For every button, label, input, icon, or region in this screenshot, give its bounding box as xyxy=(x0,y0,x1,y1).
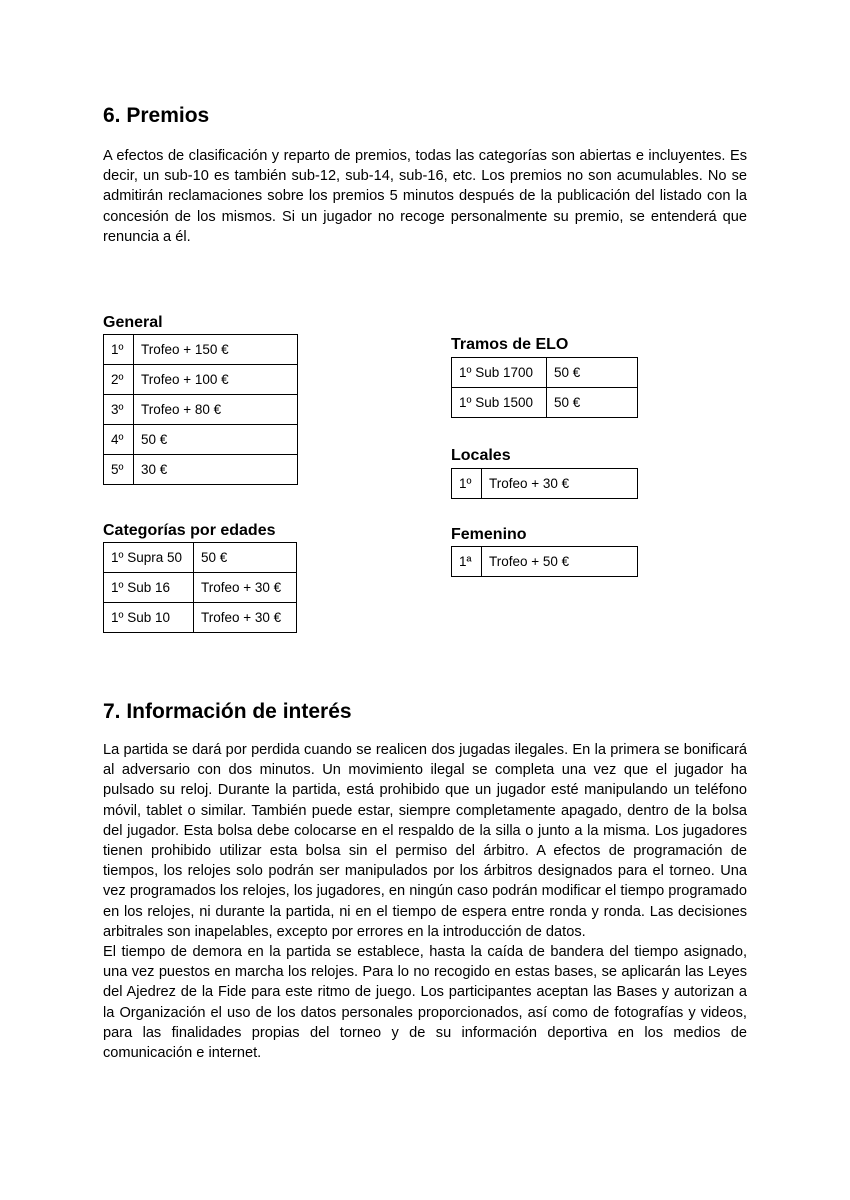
femenino-pos-cell: 1ª xyxy=(452,547,482,577)
elo-prize-cell: 50 € xyxy=(547,388,638,418)
elo-pos-cell: 1º Sub 1500 xyxy=(452,388,547,418)
table-row xyxy=(452,547,638,577)
general-pos-cell: 3º xyxy=(104,395,134,425)
categorias-pos-cell: 1º Supra 50 xyxy=(104,543,194,573)
elo-prize-cell: 50 € xyxy=(547,358,638,388)
categorias-prize-cell: Trofeo + 30 € xyxy=(194,573,297,603)
locales-pos-cell: 1º xyxy=(452,469,482,499)
table-row xyxy=(104,573,297,603)
locales-prize-cell: Trofeo + 30 € xyxy=(482,469,638,499)
general-pos-cell: 4º xyxy=(104,425,134,455)
categorias-pos-cell: 1º Sub 16 xyxy=(104,573,194,603)
table-row xyxy=(104,455,298,485)
table-row xyxy=(452,358,638,388)
general-pos-cell: 1º xyxy=(104,335,134,365)
general-title: General xyxy=(103,314,163,331)
elo-title: Tramos de ELO xyxy=(451,336,569,353)
elo-pos-cell: 1º Sub 1700 xyxy=(452,358,547,388)
categorias-prize-cell: Trofeo + 30 € xyxy=(194,603,297,633)
table-row xyxy=(104,425,298,455)
general-prize-cell: Trofeo + 80 € xyxy=(134,395,298,425)
femenino-title: Femenino xyxy=(451,526,527,543)
general-prize-cell: Trofeo + 100 € xyxy=(134,365,298,395)
section-6-text: A efectos de clasificación y reparto de premios, todas las categorías son abiertas e incluyentes. Es decir, un sub-10 es también sub-12, sub-14, sub-16, etc. Los premios no son acumulables. No se admitirán reclamaciones sobre los premios 5 minutos después de la publicación del listado con la concesión de los mismos. Si un jugador no recoge personalmente su premio, se entenderá que renuncia a él. xyxy=(103,148,747,245)
section-7-paragraph-2: El tiempo de demora en la partida se establece, hasta la caída de bandera del tiempo asignado, una vez puestos en marcha los relojes. Para lo no recogido en estas bases, se aplicarán las Leyes del Ajedrez de la Fide para este ritmo de juego. Los participantes aceptan las Bases y autorizan a la Organización el uso de los datos personales proporcionados, así como de fotografías y videos, para las finalidades propias del torneo y de su información deportiva en los medios de comunicación e internet. xyxy=(103,944,747,1062)
table-row xyxy=(452,469,638,499)
general-table xyxy=(103,334,298,485)
femenino-prize-cell: Trofeo + 50 € xyxy=(482,547,638,577)
femenino-table xyxy=(451,546,638,577)
categorias-pos-cell: 1º Sub 10 xyxy=(104,603,194,633)
locales-title: Locales xyxy=(451,447,511,464)
section-7-body xyxy=(103,740,747,1063)
general-prize-cell: 30 € xyxy=(134,455,298,485)
general-prize-cell: 50 € xyxy=(134,425,298,455)
table-row xyxy=(104,335,298,365)
categorias-table xyxy=(103,542,297,633)
categorias-prize-cell: 50 € xyxy=(194,543,297,573)
general-prize-cell: Trofeo + 150 € xyxy=(134,335,298,365)
section-6-heading: 6. Premios xyxy=(103,104,210,127)
section-7-paragraph-1: La partida se dará por perdida cuando se realicen dos jugadas ilegales. En la primera se bonificará al adversario con dos minutos. Un movimiento ilegal se completa una vez que el jugador ha pulsado su reloj. Durante la partida, está prohibido que un jugador esté manipulando un teléfono móvil, tablet o similar. También puede estar, siempre completamente apagado, dentro de la bolsa del jugador. Esta bolsa debe colocarse en el respaldo de la silla o junto a la misma. Los jugadores tienen prohibido utilizar esta bolsa sin el permiso del árbitro. A efectos de programación de tiempos, los relojes solo podrán ser manipulados por los árbitros designados para el torneo. Una vez programados los relojes, los jugadores, en ningún caso podrán modificar el tiempo programado en los relojes, ni durante la partida, ni en el tiempo de espera entre ronda y ronda. Las decisiones arbitrales son inapelables, excepto por errores en la introducción de datos. xyxy=(103,742,747,940)
section-6-paragraph xyxy=(103,146,747,247)
table-row xyxy=(104,365,298,395)
general-pos-cell: 2º xyxy=(104,365,134,395)
table-row xyxy=(104,603,297,633)
table-row xyxy=(104,543,297,573)
table-row xyxy=(104,395,298,425)
section-7-heading: 7. Información de interés xyxy=(103,700,352,723)
categorias-title: Categorías por edades xyxy=(103,522,276,539)
elo-table xyxy=(451,357,638,418)
general-pos-cell: 5º xyxy=(104,455,134,485)
locales-table xyxy=(451,468,638,499)
table-row xyxy=(452,388,638,418)
